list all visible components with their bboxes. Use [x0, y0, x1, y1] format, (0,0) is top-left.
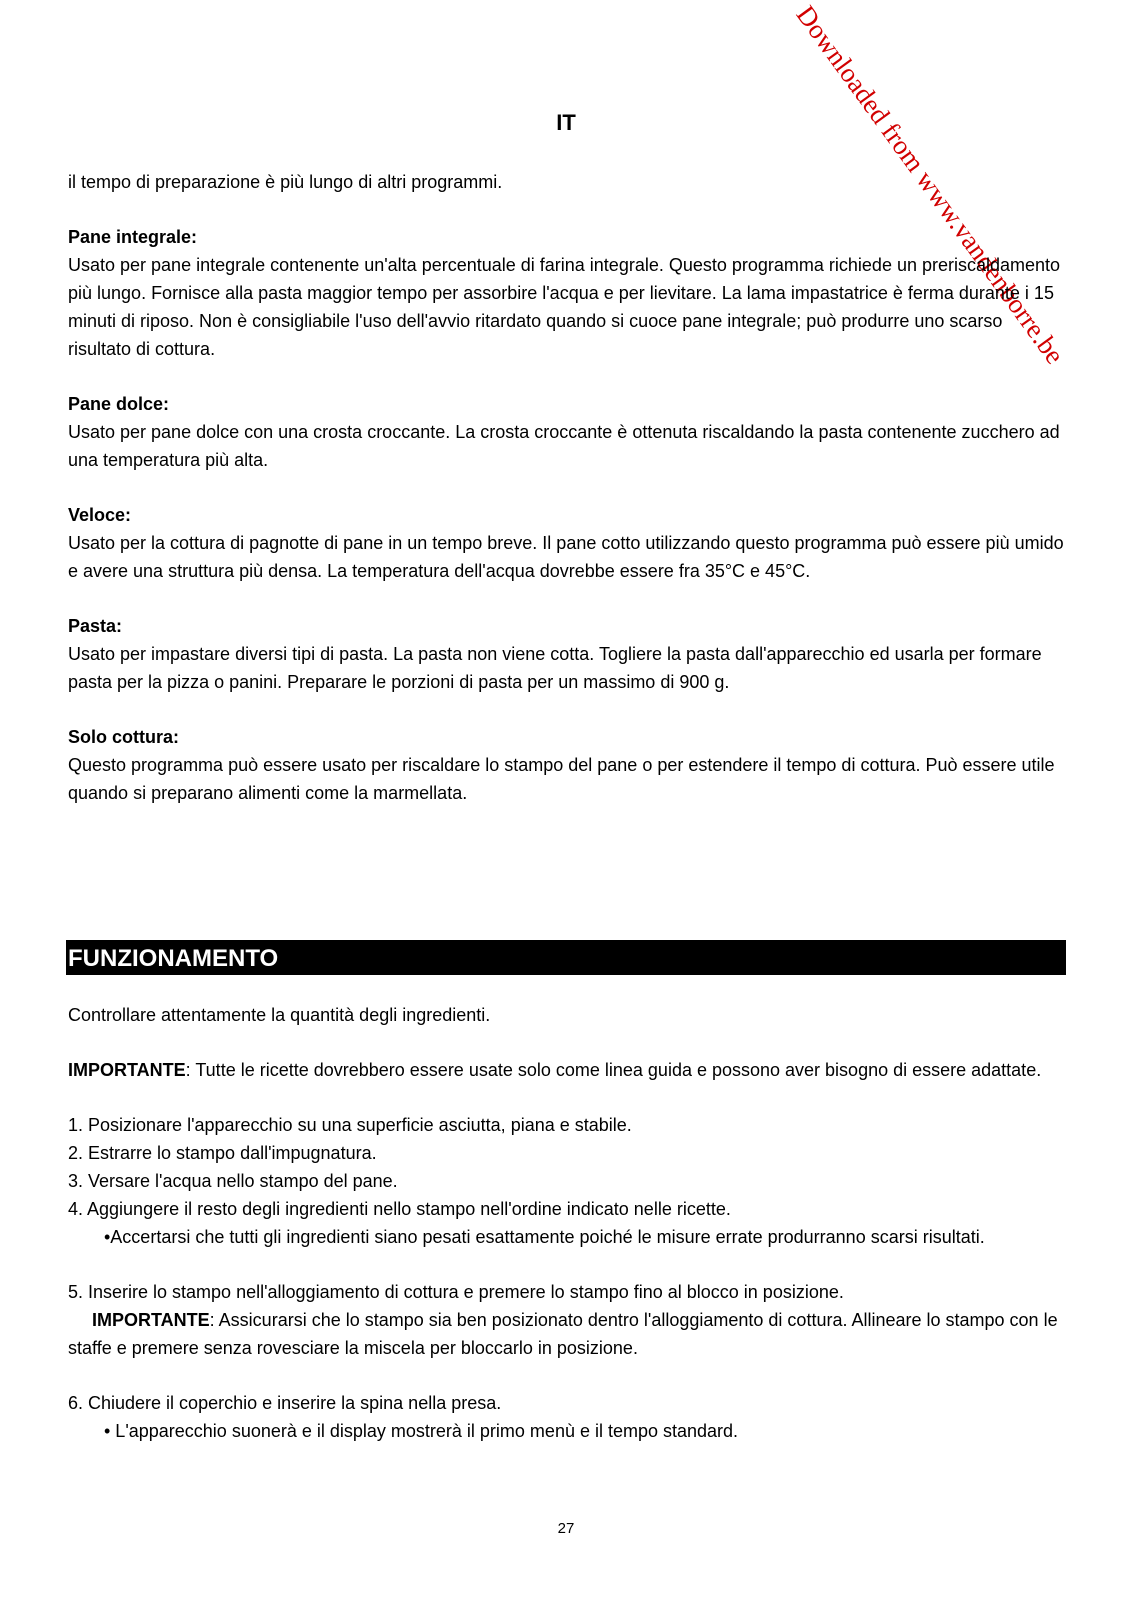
program-text-veloce: Usato per la cottura di pagnotte di pane in un tempo breve. Il pane cotto utilizzando questo programma può essere più umido e avere una struttura più densa. La temperatura dell'acqua dovrebbe essere fra 35°C e 45°C. — [68, 533, 1064, 581]
program-text-pasta: Usato per impastare diversi tipi di pasta. La pasta non viene cotta. Togliere la pasta dall'apparecchio ed usarla per formare pasta per la pizza o panini. Preparare le porzioni di pasta per un massimo di 900 g. — [68, 644, 1042, 692]
program-descriptions — [68, 168, 1064, 807]
step-4: 4. Aggiungere il resto degli ingredienti nello stampo nell'ordine indicato nelle ricette. — [68, 1199, 731, 1219]
step-6-bullet: • L'apparecchio suonerà e il display mostrerà il primo menù e il tempo standard. — [104, 1421, 739, 1441]
step-6: 6. Chiudere il coperchio e inserire la spina nella presa. — [68, 1393, 502, 1413]
step-2: 2. Estrarre lo stampo dall'impugnatura. — [68, 1143, 377, 1163]
step-5: 5. Inserire lo stampo nell'alloggiamento di cottura e premere lo stampo fino al blocco in posizione. — [68, 1282, 844, 1302]
important-label: IMPORTANTE — [68, 1060, 186, 1080]
section-title-funzionamento: FUNZIONAMENTO — [66, 940, 1066, 975]
important-note — [68, 1056, 1064, 1084]
program-title-solo-cottura: Solo cottura: — [68, 727, 179, 747]
program-text-pane-integrale: Usato per pane integrale contenente un'alta percentuale di farina integrale. Questo programma richiede un preriscaldamento più lungo. Fornisce alla pasta maggior tempo per assorbire l'acqua e per lievitare. La lama impastatrice è ferma durante i 15 minuti di riposo. Non è consigliabile l'uso dell'avvio ritardato quando si cuoce pane integrale; può produrre uno scarso risultato di cottura. — [68, 255, 1061, 359]
program-title-pane-dolce: Pane dolce: — [68, 394, 170, 414]
step-5-important-text: : Assicurarsi che lo stampo sia ben posizionato dentro l'alloggiamento di cottura. Allineare lo stampo con le staffe e premere senza rovesciare la miscela per bloccarlo in posizione. — [68, 1310, 1058, 1358]
program-text-solo-cottura: Questo programma può essere usato per riscaldare lo stampo del pane o per estendere il tempo di cottura. Può essere utile quando si preparano alimenti come la marmellata. — [68, 755, 1055, 803]
program-title-veloce: Veloce: — [68, 505, 132, 525]
important-text: : Tutte le ricette dovrebbero essere usate solo come linea guida e possono aver bisogno di essere adattate. — [185, 1060, 1042, 1080]
operation-instructions — [68, 1001, 1064, 1445]
step-5-important-label-text: IMPORTANTE — [92, 1310, 210, 1330]
step-3: 3. Versare l'acqua nello stampo del pane. — [68, 1171, 398, 1191]
step-4-bullet: •Accertarsi che tutti gli ingredienti siano pesati esattamente poiché le misure errate produrranno scarsi risultati. — [104, 1227, 985, 1247]
download-watermark: Downloaded from www.vandenborre.be — [790, 0, 1071, 370]
step-5-important-label — [68, 1310, 210, 1330]
step-1: 1. Posizionare l'apparecchio su una superficie asciutta, piana e stabile. — [68, 1115, 632, 1135]
intro-text: il tempo di preparazione è più lungo di altri programmi. — [68, 172, 503, 192]
check-ingredients-text: Controllare attentamente la quantità degli ingredienti. — [68, 1005, 491, 1025]
language-header: IT — [556, 110, 576, 135]
page-number: 27 — [557, 1520, 575, 1537]
program-text-pane-dolce: Usato per pane dolce con una crosta croccante. La crosta croccante è ottenuta riscaldando la pasta contenente zucchero ad una temperatura più alta. — [68, 422, 1060, 470]
step-5-important — [68, 1306, 1064, 1362]
program-title-pane-integrale: Pane integrale: — [68, 227, 198, 247]
program-title-pasta: Pasta: — [68, 616, 123, 636]
